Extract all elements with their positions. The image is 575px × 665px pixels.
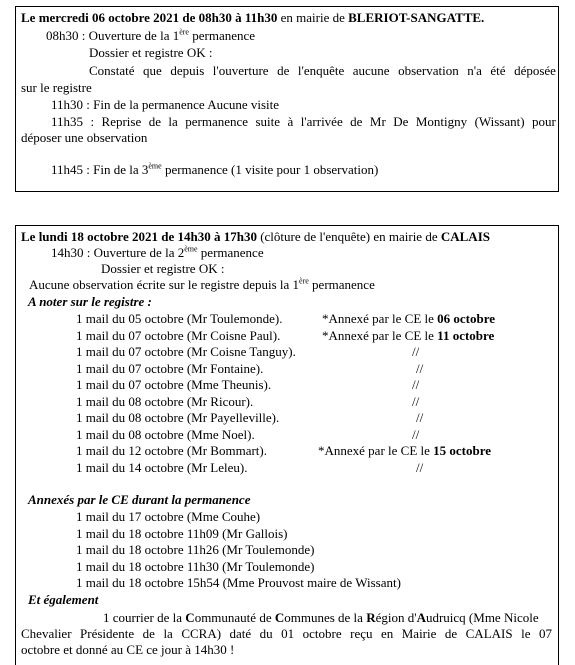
word: CALAIS [465,626,513,641]
word: Constaté [89,63,135,78]
word: Reprise [101,114,142,129]
line-aucune [29,277,375,293]
word: daté [229,626,252,641]
annex-note [322,311,495,327]
word: suite [255,114,281,129]
annex-note-text: *Annexé par le CE le [322,327,438,343]
mail-text: 1 mail du 14 octobre (Mr Leleu). [76,459,248,475]
line-deposer: déposer une observation [21,130,148,145]
word: que [143,63,162,78]
word: permanence [185,114,249,129]
mail-text: 1 mail du 07 octobre (Mme Theunis). [76,377,272,392]
entry-heading [21,10,484,26]
line-dossier: Dossier et registre OK : [101,261,225,276]
line-text: permanence [308,277,375,292]
word: (Wissant) [474,114,525,129]
word: la [168,114,178,129]
word: de [148,114,161,129]
word: à [287,114,294,129]
mail-row [76,460,247,476]
word: de [277,63,290,78]
word: pour [532,114,556,129]
mail-row [76,361,263,377]
annex-row: 1 mail du 17 octobre (Mme Couhe) [76,509,261,524]
line-opening [46,28,255,44]
mail-text: 1 mail du 12 octobre (Mr Bommart). [76,443,267,458]
ordinal-suffix: ère [299,276,309,286]
annex-note [322,328,494,344]
word: Mr [369,114,386,129]
word: Chevalier [21,626,72,641]
word: l'enquête [297,63,345,78]
word: l'ouverture [212,63,269,78]
ditto-mark: // [416,459,424,475]
annex-row: 1 mail du 18 octobre 11h26 (Mr Toulemonde) [76,542,315,557]
word: octobre [302,626,342,641]
line-text: ommunauté de [194,610,275,625]
line-fin: 11h30 : Fin de la permanence Aucune visite [51,97,280,112]
heading-location: BLERIOT-SANGATTE. [348,10,485,25]
line-registre: sur le registre [21,80,92,95]
heading-text: (clôture de l'enquête) en mairie de [256,229,441,244]
word: depuis [170,63,205,78]
ditto-mark: // [412,426,420,442]
word: Mairie [401,626,437,641]
section-title-note: A noter sur le registre : [28,294,152,309]
ordinal-suffix: ème [184,244,198,254]
entry-calais [15,225,559,665]
section-title-annex: Annexés par le CE durant la permanence [28,492,251,507]
ditto-mark: // [412,377,420,392]
line-text: 1 courrier de la [103,610,186,625]
annex-note [318,443,491,459]
mail-row [76,427,255,443]
line-text: permanence [188,28,256,43]
line-text: udruicq (Mme Nicole [425,610,539,625]
ditto-mark: // [412,393,420,409]
annex-note-date: 11 octobre [437,327,495,343]
mail-row [76,328,280,344]
line-dossier: Dossier et registre OK : [89,45,213,60]
initial-letter: A [416,610,426,625]
line-opening [51,245,264,261]
word: n'a [467,63,482,78]
mail-text: 1 mail du 07 octobre (Mr Coisne Paul). [76,327,281,343]
ordinal-suffix: ère [179,27,189,37]
line-reprise [51,114,556,130]
ditto-mark: // [412,344,420,359]
ditto-mark: // [416,410,424,425]
line-text: 11h45 : Fin de la 3 [51,162,149,177]
annex-note-date: 06 octobre [437,311,496,326]
word: observation [398,63,459,78]
mail-row [76,311,282,327]
mail-text: 1 mail du 08 octobre (Mr Payelleville). [76,410,280,425]
line-text: permanence [197,245,264,260]
line-constat [89,63,556,79]
word: été [490,63,506,78]
courrier-line-1 [103,610,539,626]
annex-row: 1 mail du 18 octobre 11h09 (Mr Gallois) [76,525,288,541]
word: 01 [281,626,295,641]
word: 07 [538,626,552,641]
line-text: permanence (1 visite pour 1 observation) [161,162,379,177]
word: le [521,626,531,641]
heading-date: Le mercredi 06 octobre 2021 de 08h30 à 11h30 [21,10,278,25]
mail-row [76,443,267,459]
mail-text: 1 mail du 07 octobre (Mr Fontaine). [76,360,264,376]
initial-letter: C [274,610,285,625]
courrier-line-3: octobre et donné au CE ce jour à 14h30 ! [21,642,235,657]
word: aucune [352,63,390,78]
word: De [393,114,409,129]
mail-text: 1 mail du 08 octobre (Mme Noel). [76,426,255,442]
line-text: Aucune observation écrite sur le registre depuis la 1 [29,277,300,292]
entry-bleriot-sangatte [15,6,559,192]
word: reçu [350,626,373,641]
line-text: 14h30 : Ouverture de la 2 [51,245,185,260]
mail-text: 1 mail du 05 octobre (Mr Toulemonde). [76,311,283,326]
mail-row [76,344,296,360]
initial-letter: C [185,610,195,625]
heading-text: en mairie de [277,10,349,25]
initial-letter: R [366,610,376,625]
ordinal-suffix: ème [148,161,162,171]
mail-row [76,410,279,426]
word: du [259,626,273,641]
mail-text: 1 mail du 07 octobre (Mr Coisne Tanguy). [76,344,296,359]
line-text: 08h30 : Ouverture de la 1 [46,28,180,43]
line-text: ommunes de la [284,610,367,625]
section-title-also: Et également [28,592,99,607]
heading-date: Le lundi 18 octobre 2021 de 14h30 à 17h30 [21,229,257,244]
mail-row [76,377,271,393]
line-fin-3 [51,162,378,178]
word: la [163,626,173,641]
annex-note-text: *Annexé par le CE le [322,311,438,326]
mail-text: 1 mail du 08 octobre (Mr Ricour). [76,393,254,409]
word: en [380,626,394,641]
mail-row [76,394,253,410]
courrier-line-2 [21,626,552,642]
heading-location: CALAIS [440,229,490,244]
word: déposée [514,63,556,78]
word: de [350,114,363,129]
entry-heading [21,229,490,245]
annex-note-date: 15 octobre [433,443,492,458]
word: l'arrivée [300,114,343,129]
word: Montigny [415,114,468,129]
word: de [444,626,458,641]
word: : [90,114,95,129]
ditto-mark: // [416,360,424,376]
annex-row: 1 mail du 18 octobre 11h30 (Mr Toulemonde) [76,558,315,574]
annex-row: 1 mail du 18 octobre 15h54 (Mme Prouvost maire de Wissant) [76,575,401,590]
word: CCRA) [181,626,222,641]
word: de [142,626,155,641]
line-text: égion d' [375,610,417,625]
word: 11h35 [51,114,84,129]
annex-note-text: *Annexé par le CE le [318,443,434,458]
word: Présidente [80,626,135,641]
